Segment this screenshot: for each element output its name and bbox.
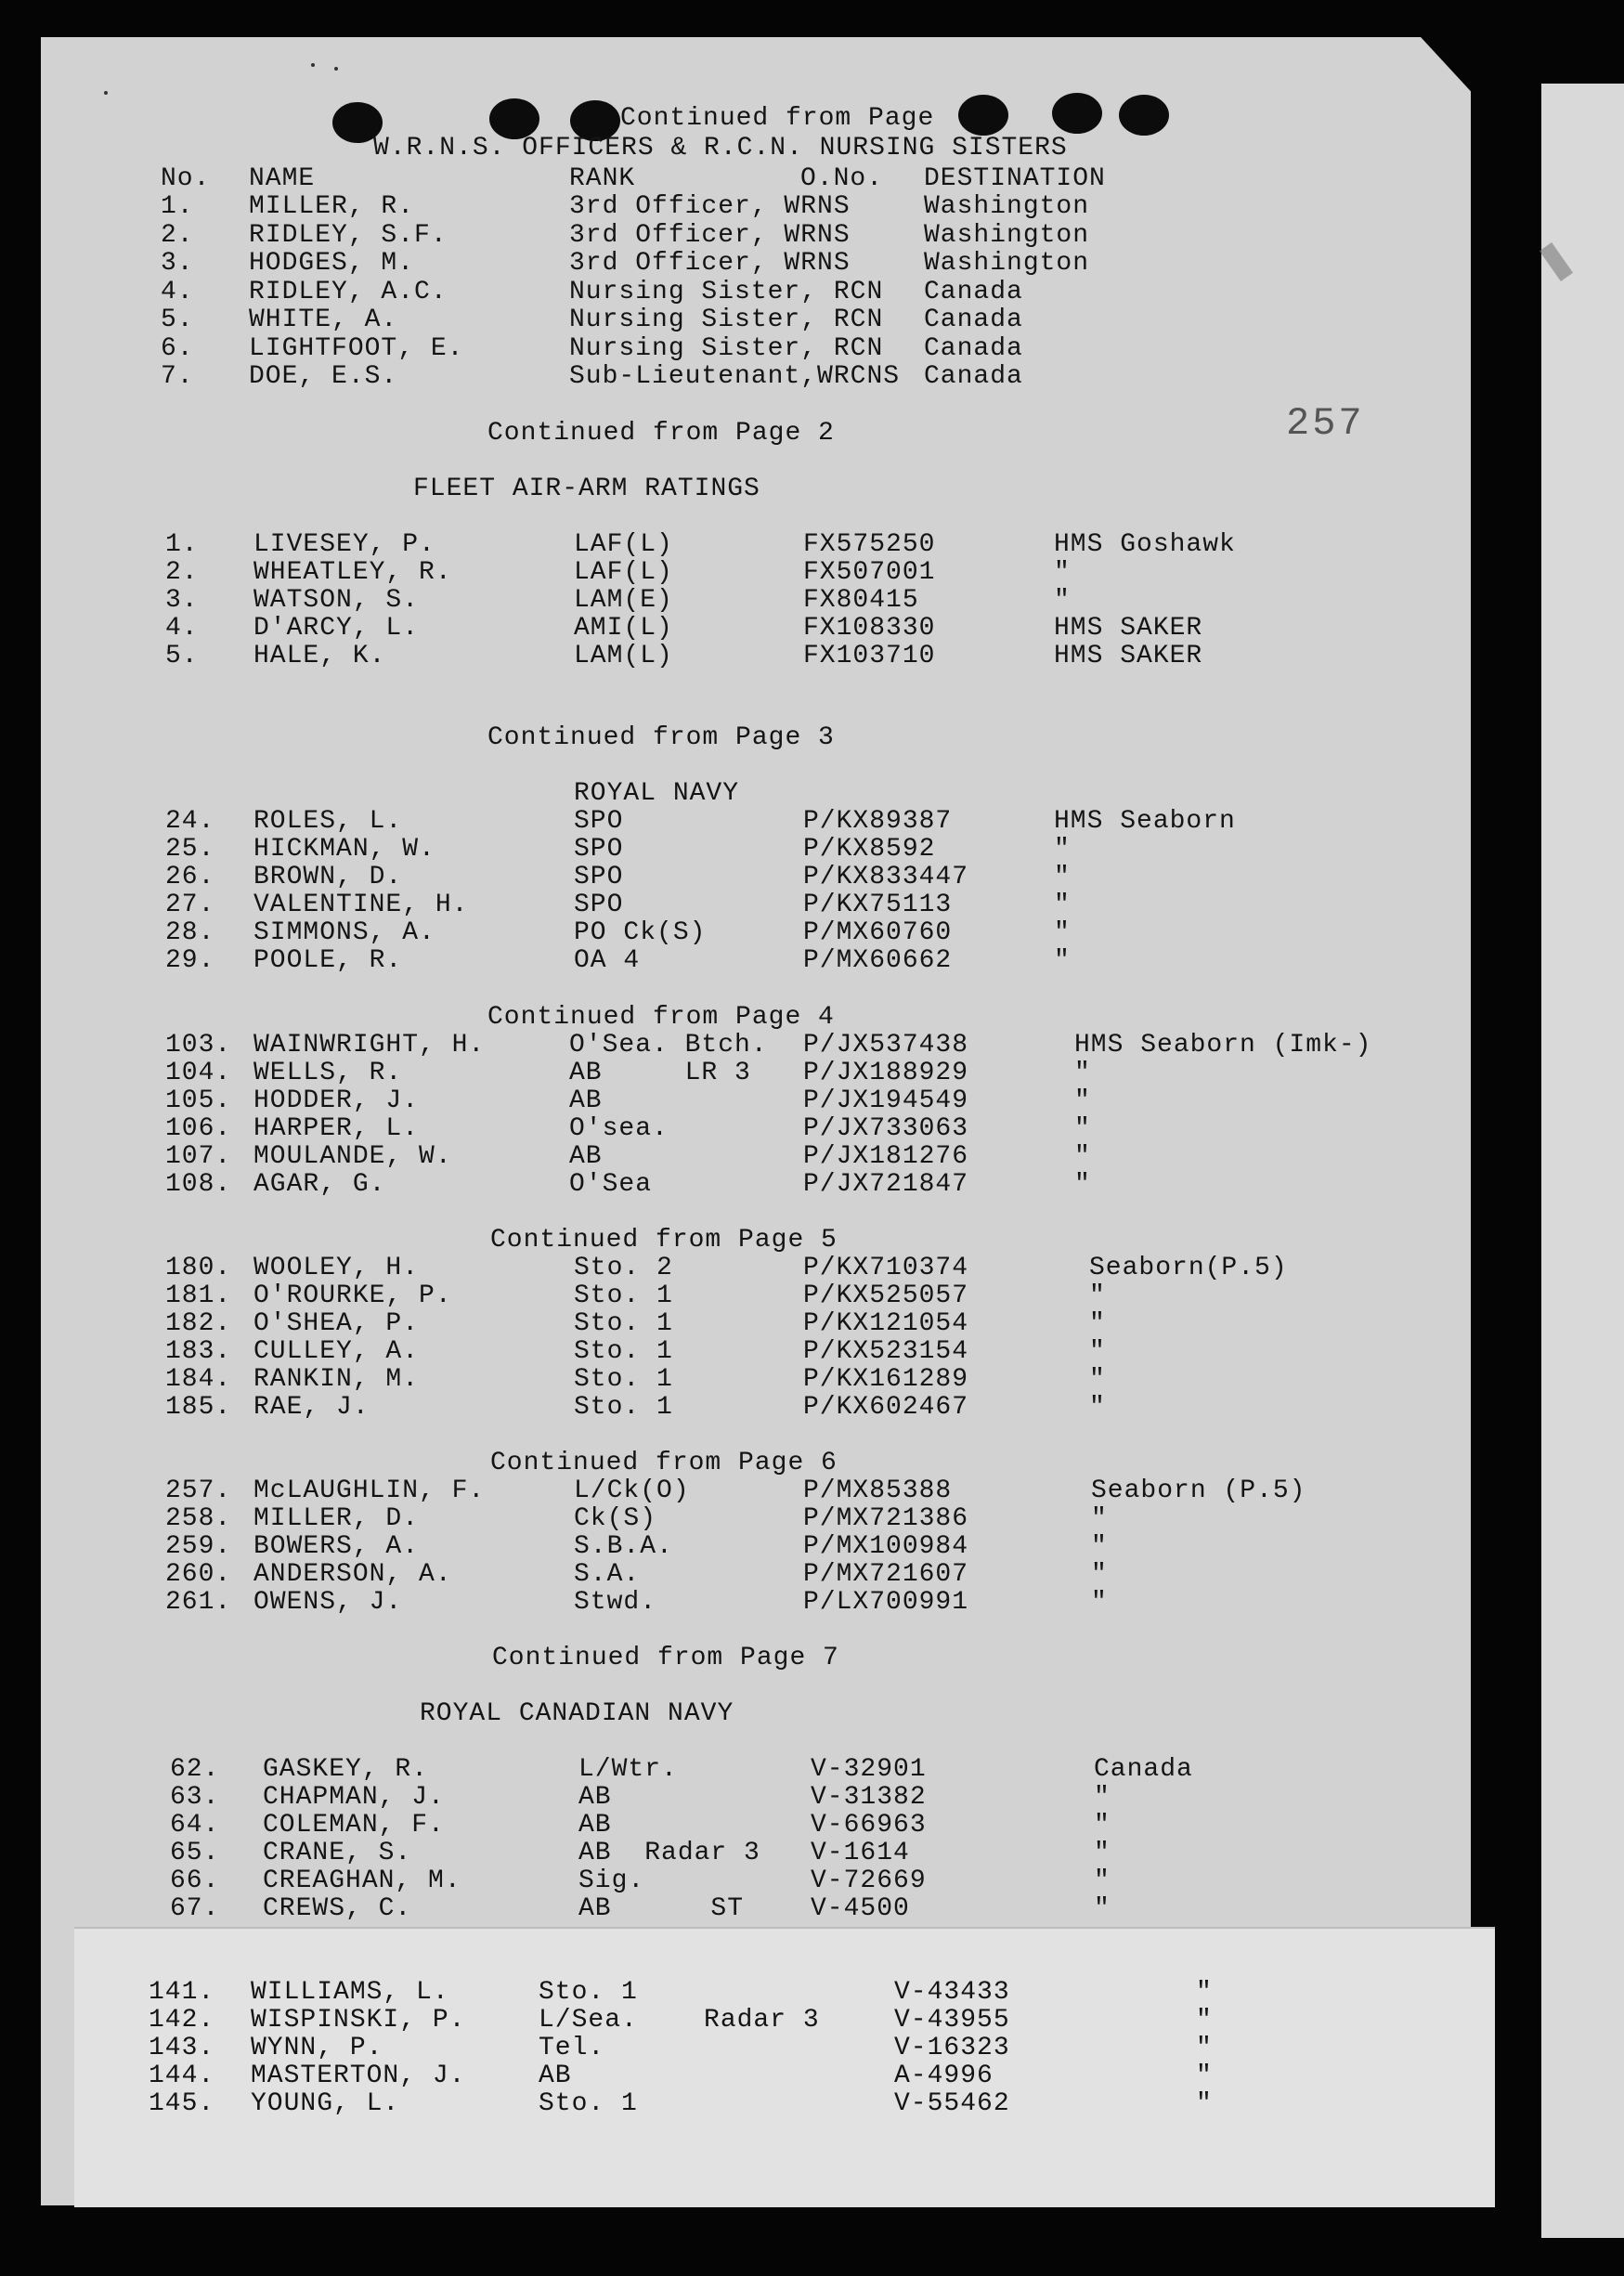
row-onum: V-43955 (894, 2006, 1010, 2035)
row-dest: " (1074, 1142, 1091, 1171)
section-continued-page-7: Continued from Page 7 (492, 1644, 839, 1672)
row-dest: " (1074, 1086, 1091, 1115)
row-dest: " (1196, 2061, 1213, 2090)
continued-from-page-top: Continued from Page (620, 104, 935, 133)
col-header-name: NAME (249, 164, 316, 193)
row-onum: V-55462 (894, 2089, 1010, 2118)
row-no: 5. (165, 642, 199, 670)
row-rank: AB (578, 1783, 612, 1812)
row-rank: PO Ck(S) (574, 918, 707, 947)
row-dest: " (1089, 1337, 1106, 1366)
row-onum: V-72669 (811, 1866, 927, 1895)
speck-mark (311, 63, 315, 67)
punch-hole-icon (1052, 93, 1102, 134)
row-name: WATSON, S. (253, 586, 420, 615)
row-no: 184. (165, 1365, 232, 1394)
row-rank: 3rd Officer, WRNS (569, 192, 851, 221)
row-rank: SPO (574, 891, 624, 919)
row-no: 67. (170, 1894, 220, 1923)
speck-mark (334, 67, 338, 71)
row-rank: AB Radar 3 (578, 1839, 760, 1867)
row-dest: " (1054, 586, 1071, 615)
row-dest: " (1054, 891, 1071, 919)
row-name: LIVESEY, P. (253, 530, 435, 559)
row-onum: V-16323 (894, 2034, 1010, 2062)
row-no: 26. (165, 863, 215, 891)
row-name: SIMMONS, A. (253, 918, 435, 947)
row-name: WHITE, A. (249, 306, 398, 334)
row-no: 183. (165, 1337, 232, 1366)
row-dest: Canada (924, 306, 1023, 334)
row-rank: LAM(E) (574, 586, 673, 615)
row-name: HALE, K. (253, 642, 386, 670)
row-no: 25. (165, 835, 215, 864)
row-onum: V-4500 (811, 1894, 910, 1923)
row-no: 182. (165, 1309, 232, 1338)
adjacent-page-edge (1541, 84, 1624, 2238)
row-name: WILLIAMS, L. (251, 1978, 449, 2007)
row-no: 24. (165, 807, 215, 836)
row-name: WELLS, R. (253, 1059, 403, 1087)
row-rank: Sto. 1 (574, 1337, 673, 1366)
col-header-rank: RANK (569, 164, 636, 193)
row-no: 65. (170, 1839, 220, 1867)
row-dest: " (1091, 1532, 1108, 1561)
row-no: 103. (165, 1031, 232, 1060)
row-name: CRANE, S. (263, 1839, 412, 1867)
row-no: 145. (149, 2089, 215, 2118)
row-name: COLEMAN, F. (263, 1811, 445, 1840)
row-rank: AB (569, 1086, 603, 1115)
row-rank: AB (578, 1811, 612, 1840)
row-no: 29. (165, 946, 215, 975)
row-name: CREAGHAN, M. (263, 1866, 461, 1895)
col-header-destination: DESTINATION (924, 164, 1106, 193)
row-no: 107. (165, 1142, 232, 1171)
row-onum: P/KX833447 (803, 863, 969, 891)
row-onum: P/KX89387 (803, 807, 953, 836)
row-rank: OA 4 (574, 946, 641, 975)
row-no: 108. (165, 1170, 232, 1199)
row-no: 27. (165, 891, 215, 919)
row-name: MASTERTON, J. (251, 2061, 466, 2090)
row-onum: P/MX85388 (803, 1476, 953, 1505)
row-dest: " (1094, 1866, 1111, 1895)
row-no: 2. (161, 220, 194, 250)
section-title-fleet-air-arm: FLEET AIR-ARM RATINGS (413, 475, 760, 503)
row-name: O'ROURKE, P. (253, 1281, 452, 1310)
row-dest: HMS SAKER (1054, 614, 1203, 643)
row-rank: O'Sea. Btch. (569, 1031, 768, 1060)
row-name: HARPER, L. (253, 1114, 420, 1143)
row-no: 257. (165, 1476, 232, 1505)
row-name: ANDERSON, A. (253, 1560, 452, 1589)
row-no: 143. (149, 2034, 215, 2062)
row-dest: " (1089, 1309, 1106, 1338)
row-rank: Sto. 1 (539, 1978, 638, 2007)
row-rank: AMI(L) (574, 614, 673, 643)
row-dest: " (1091, 1560, 1108, 1589)
row-no: 141. (149, 1978, 215, 2007)
row-onum: P/MX60662 (803, 946, 953, 975)
row-onum: V-31382 (811, 1783, 927, 1812)
row-rank: Sig. (578, 1866, 645, 1895)
row-no: 6. (161, 333, 194, 363)
row-name: McLAUGHLIN, F. (253, 1476, 486, 1505)
row-dest: " (1196, 2034, 1213, 2062)
row-onum: FX108330 (803, 614, 936, 643)
row-dest: HMS Goshawk (1054, 530, 1236, 559)
row-onum: P/LX700991 (803, 1588, 969, 1617)
row-onum: P/JX188929 (803, 1059, 969, 1087)
row-no: 2. (165, 558, 199, 587)
row-onum: P/KX523154 (803, 1337, 969, 1366)
section-title-royal-canadian-navy: ROYAL CANADIAN NAVY (420, 1699, 734, 1728)
row-no: 28. (165, 918, 215, 947)
row-no: 4. (161, 277, 194, 306)
row-name: O'SHEA, P. (253, 1309, 420, 1338)
row-dest: " (1074, 1170, 1091, 1199)
row-no: 106. (165, 1114, 232, 1143)
row-dest: " (1196, 1978, 1213, 2007)
row-name: WISPINSKI, P. (251, 2006, 466, 2035)
row-onum: P/MX721386 (803, 1504, 969, 1533)
row-onum: A-4996 (894, 2061, 994, 2090)
row-dest: Seaborn (P.5) (1091, 1476, 1306, 1505)
row-no: 4. (165, 614, 199, 643)
row-onum: P/JX194549 (803, 1086, 969, 1115)
row-dest: " (1054, 835, 1071, 864)
row-rank: Stwd. (574, 1588, 657, 1617)
row-onum: P/MX60760 (803, 918, 953, 947)
row-dest: HMS SAKER (1054, 642, 1203, 670)
col-header-ono: O.No. (800, 164, 884, 193)
row-onum: P/JX537438 (803, 1031, 969, 1060)
row-name: ROLES, L. (253, 807, 403, 836)
row-dest: Canada (1094, 1755, 1193, 1784)
row-rank: SPO (574, 863, 624, 891)
row-rank: AB (569, 1142, 603, 1171)
row-rank: Nursing Sister, RCN (569, 277, 884, 306)
row-name: MILLER, D. (253, 1504, 420, 1533)
row-dest: " (1074, 1114, 1091, 1143)
row-name: RIDLEY, A.C. (249, 277, 448, 306)
row-onum: FX575250 (803, 530, 936, 559)
row-no: 181. (165, 1281, 232, 1310)
row-rank: 3rd Officer, WRNS (569, 220, 851, 250)
row-no: 62. (170, 1755, 220, 1784)
row-dest: " (1196, 2089, 1213, 2118)
row-rank: AB LR 3 (569, 1059, 751, 1087)
row-no: 259. (165, 1532, 232, 1561)
section-continued-page-6: Continued from Page 6 (490, 1449, 838, 1477)
row-dest: " (1091, 1504, 1108, 1533)
row-no: 104. (165, 1059, 232, 1087)
row-rank: Tel. (539, 2034, 605, 2062)
row-name: MOULANDE, W. (253, 1142, 452, 1171)
row-rank: LAM(L) (574, 642, 673, 670)
row-no: 105. (165, 1086, 232, 1115)
page-number: 257 (1286, 401, 1365, 446)
row-dest: Canada (924, 333, 1023, 363)
row-dest: " (1054, 918, 1071, 947)
row-name: DOE, E.S. (249, 362, 398, 391)
row-dest: " (1196, 2006, 1213, 2035)
section-continued-page-5: Continued from Page 5 (490, 1226, 838, 1255)
punch-hole-icon (1119, 95, 1169, 136)
row-rank: L/Ck(O) (574, 1476, 690, 1505)
row-dest: " (1054, 946, 1071, 975)
row-rank: Sto. 1 (574, 1309, 673, 1338)
row-no: 261. (165, 1588, 232, 1617)
row-dest: Canada (924, 277, 1023, 306)
row-dest: Washington (924, 220, 1090, 250)
row-name: WYNN, P. (251, 2034, 383, 2062)
row-no: 5. (161, 306, 194, 334)
row-onum: P/JX181276 (803, 1142, 969, 1171)
row-name: RANKIN, M. (253, 1365, 420, 1394)
row-dest: Washington (924, 249, 1090, 278)
row-no: 64. (170, 1811, 220, 1840)
row-rank: Sub-Lieutenant,WRCNS (569, 362, 901, 391)
row-rank: Sto. 2 (574, 1254, 673, 1282)
row-onum: V-32901 (811, 1755, 927, 1784)
row-rank: L/Wtr. (578, 1755, 678, 1784)
row-name: LIGHTFOOT, E. (249, 333, 464, 363)
row-no: 63. (170, 1783, 220, 1812)
row-dest: " (1054, 558, 1071, 587)
row-name: HICKMAN, W. (253, 835, 435, 864)
row-rank: SPO (574, 807, 624, 836)
row-name: HODGES, M. (249, 249, 415, 278)
row-rank: L/Sea. Radar 3 (539, 2006, 820, 2035)
row-name: YOUNG, L. (251, 2089, 400, 2118)
row-no: 144. (149, 2061, 215, 2090)
row-name: D'ARCY, L. (253, 614, 420, 643)
row-name: MILLER, R. (249, 192, 415, 221)
row-onum: P/MX721607 (803, 1560, 969, 1589)
row-rank: S.B.A. (574, 1532, 673, 1561)
row-rank: S.A. (574, 1560, 641, 1589)
row-no: 1. (165, 530, 199, 559)
row-onum: P/JX733063 (803, 1114, 969, 1143)
row-name: WAINWRIGHT, H. (253, 1031, 486, 1060)
section-continued-page-3: Continued from Page 3 (487, 723, 835, 752)
row-name: RIDLEY, S.F. (249, 220, 448, 250)
row-rank: O'sea. (569, 1114, 669, 1143)
row-dest: HMS Seaborn (Imk-) (1074, 1031, 1372, 1060)
row-name: CULLEY, A. (253, 1337, 420, 1366)
row-rank: Nursing Sister, RCN (569, 333, 884, 363)
section-continued-page-2: Continued from Page 2 (487, 419, 835, 448)
document-title: W.R.N.S. OFFICERS & R.C.N. NURSING SISTERS (373, 134, 1068, 163)
speck-mark (104, 91, 108, 95)
row-rank: AB (539, 2061, 572, 2090)
row-no: 258. (165, 1504, 232, 1533)
row-onum: P/KX710374 (803, 1254, 969, 1282)
row-dest: " (1054, 863, 1071, 891)
row-no: 3. (161, 249, 194, 278)
row-rank: LAF(L) (574, 530, 673, 559)
row-name: RAE, J. (253, 1393, 370, 1422)
row-dest: Seaborn(P.5) (1089, 1254, 1288, 1282)
row-onum: P/KX161289 (803, 1365, 969, 1394)
row-name: BROWN, D. (253, 863, 403, 891)
row-onum: FX103710 (803, 642, 936, 670)
row-no: 180. (165, 1254, 232, 1282)
row-onum: P/KX8592 (803, 835, 936, 864)
section-continued-page-4: Continued from Page 4 (487, 1003, 835, 1032)
row-name: CREWS, C. (263, 1894, 412, 1923)
row-onum: P/KX75113 (803, 891, 953, 919)
row-no: 66. (170, 1866, 220, 1895)
row-name: VALENTINE, H. (253, 891, 469, 919)
row-rank: Ck(S) (574, 1504, 657, 1533)
row-dest: " (1074, 1059, 1091, 1087)
row-onum: FX80415 (803, 586, 919, 615)
row-onum: V-43433 (894, 1978, 1010, 2007)
row-dest: Canada (924, 362, 1023, 391)
row-rank: LAF(L) (574, 558, 673, 587)
row-onum: V-66963 (811, 1811, 927, 1840)
row-onum: P/KX525057 (803, 1281, 969, 1310)
row-onum: P/JX721847 (803, 1170, 969, 1199)
row-name: GASKEY, R. (263, 1755, 429, 1784)
row-name: WOOLEY, H. (253, 1254, 420, 1282)
row-rank: Sto. 1 (574, 1281, 673, 1310)
row-no: 142. (149, 2006, 215, 2035)
row-name: POOLE, R. (253, 946, 403, 975)
row-onum: P/MX100984 (803, 1532, 969, 1561)
row-dest: " (1094, 1811, 1111, 1840)
col-header-no: No. (161, 164, 211, 193)
row-no: 7. (161, 362, 194, 391)
row-dest: " (1089, 1281, 1106, 1310)
row-dest: " (1091, 1588, 1108, 1617)
row-rank: Sto. 1 (574, 1393, 673, 1422)
row-rank: O'Sea (569, 1170, 653, 1199)
row-dest: " (1089, 1365, 1106, 1394)
section-title-royal-navy: ROYAL NAVY (574, 779, 740, 808)
row-rank: Sto. 1 (574, 1365, 673, 1394)
row-rank: Nursing Sister, RCN (569, 306, 884, 334)
row-rank: Sto. 1 (539, 2089, 638, 2118)
row-onum: FX507001 (803, 558, 936, 587)
row-no: 3. (165, 586, 199, 615)
row-dest: " (1089, 1393, 1106, 1422)
row-dest: " (1094, 1783, 1111, 1812)
row-dest: HMS Seaborn (1054, 807, 1236, 836)
row-rank: SPO (574, 835, 624, 864)
row-onum: V-1614 (811, 1839, 910, 1867)
row-name: AGAR, G. (253, 1170, 386, 1199)
row-no: 1. (161, 192, 194, 221)
row-dest: Washington (924, 192, 1090, 221)
row-onum: P/KX602467 (803, 1393, 969, 1422)
row-name: BOWERS, A. (253, 1532, 420, 1561)
row-rank: AB ST (578, 1894, 745, 1923)
row-rank: 3rd Officer, WRNS (569, 249, 851, 278)
row-dest: " (1094, 1894, 1111, 1923)
row-onum: P/KX121054 (803, 1309, 969, 1338)
punch-hole-icon (958, 95, 1008, 136)
row-no: 260. (165, 1560, 232, 1589)
row-name: CHAPMAN, J. (263, 1783, 445, 1812)
row-name: OWENS, J. (253, 1588, 403, 1617)
row-name: WHEATLEY, R. (253, 558, 452, 587)
row-dest: " (1094, 1839, 1111, 1867)
row-no: 185. (165, 1393, 232, 1422)
row-name: HODDER, J. (253, 1086, 420, 1115)
